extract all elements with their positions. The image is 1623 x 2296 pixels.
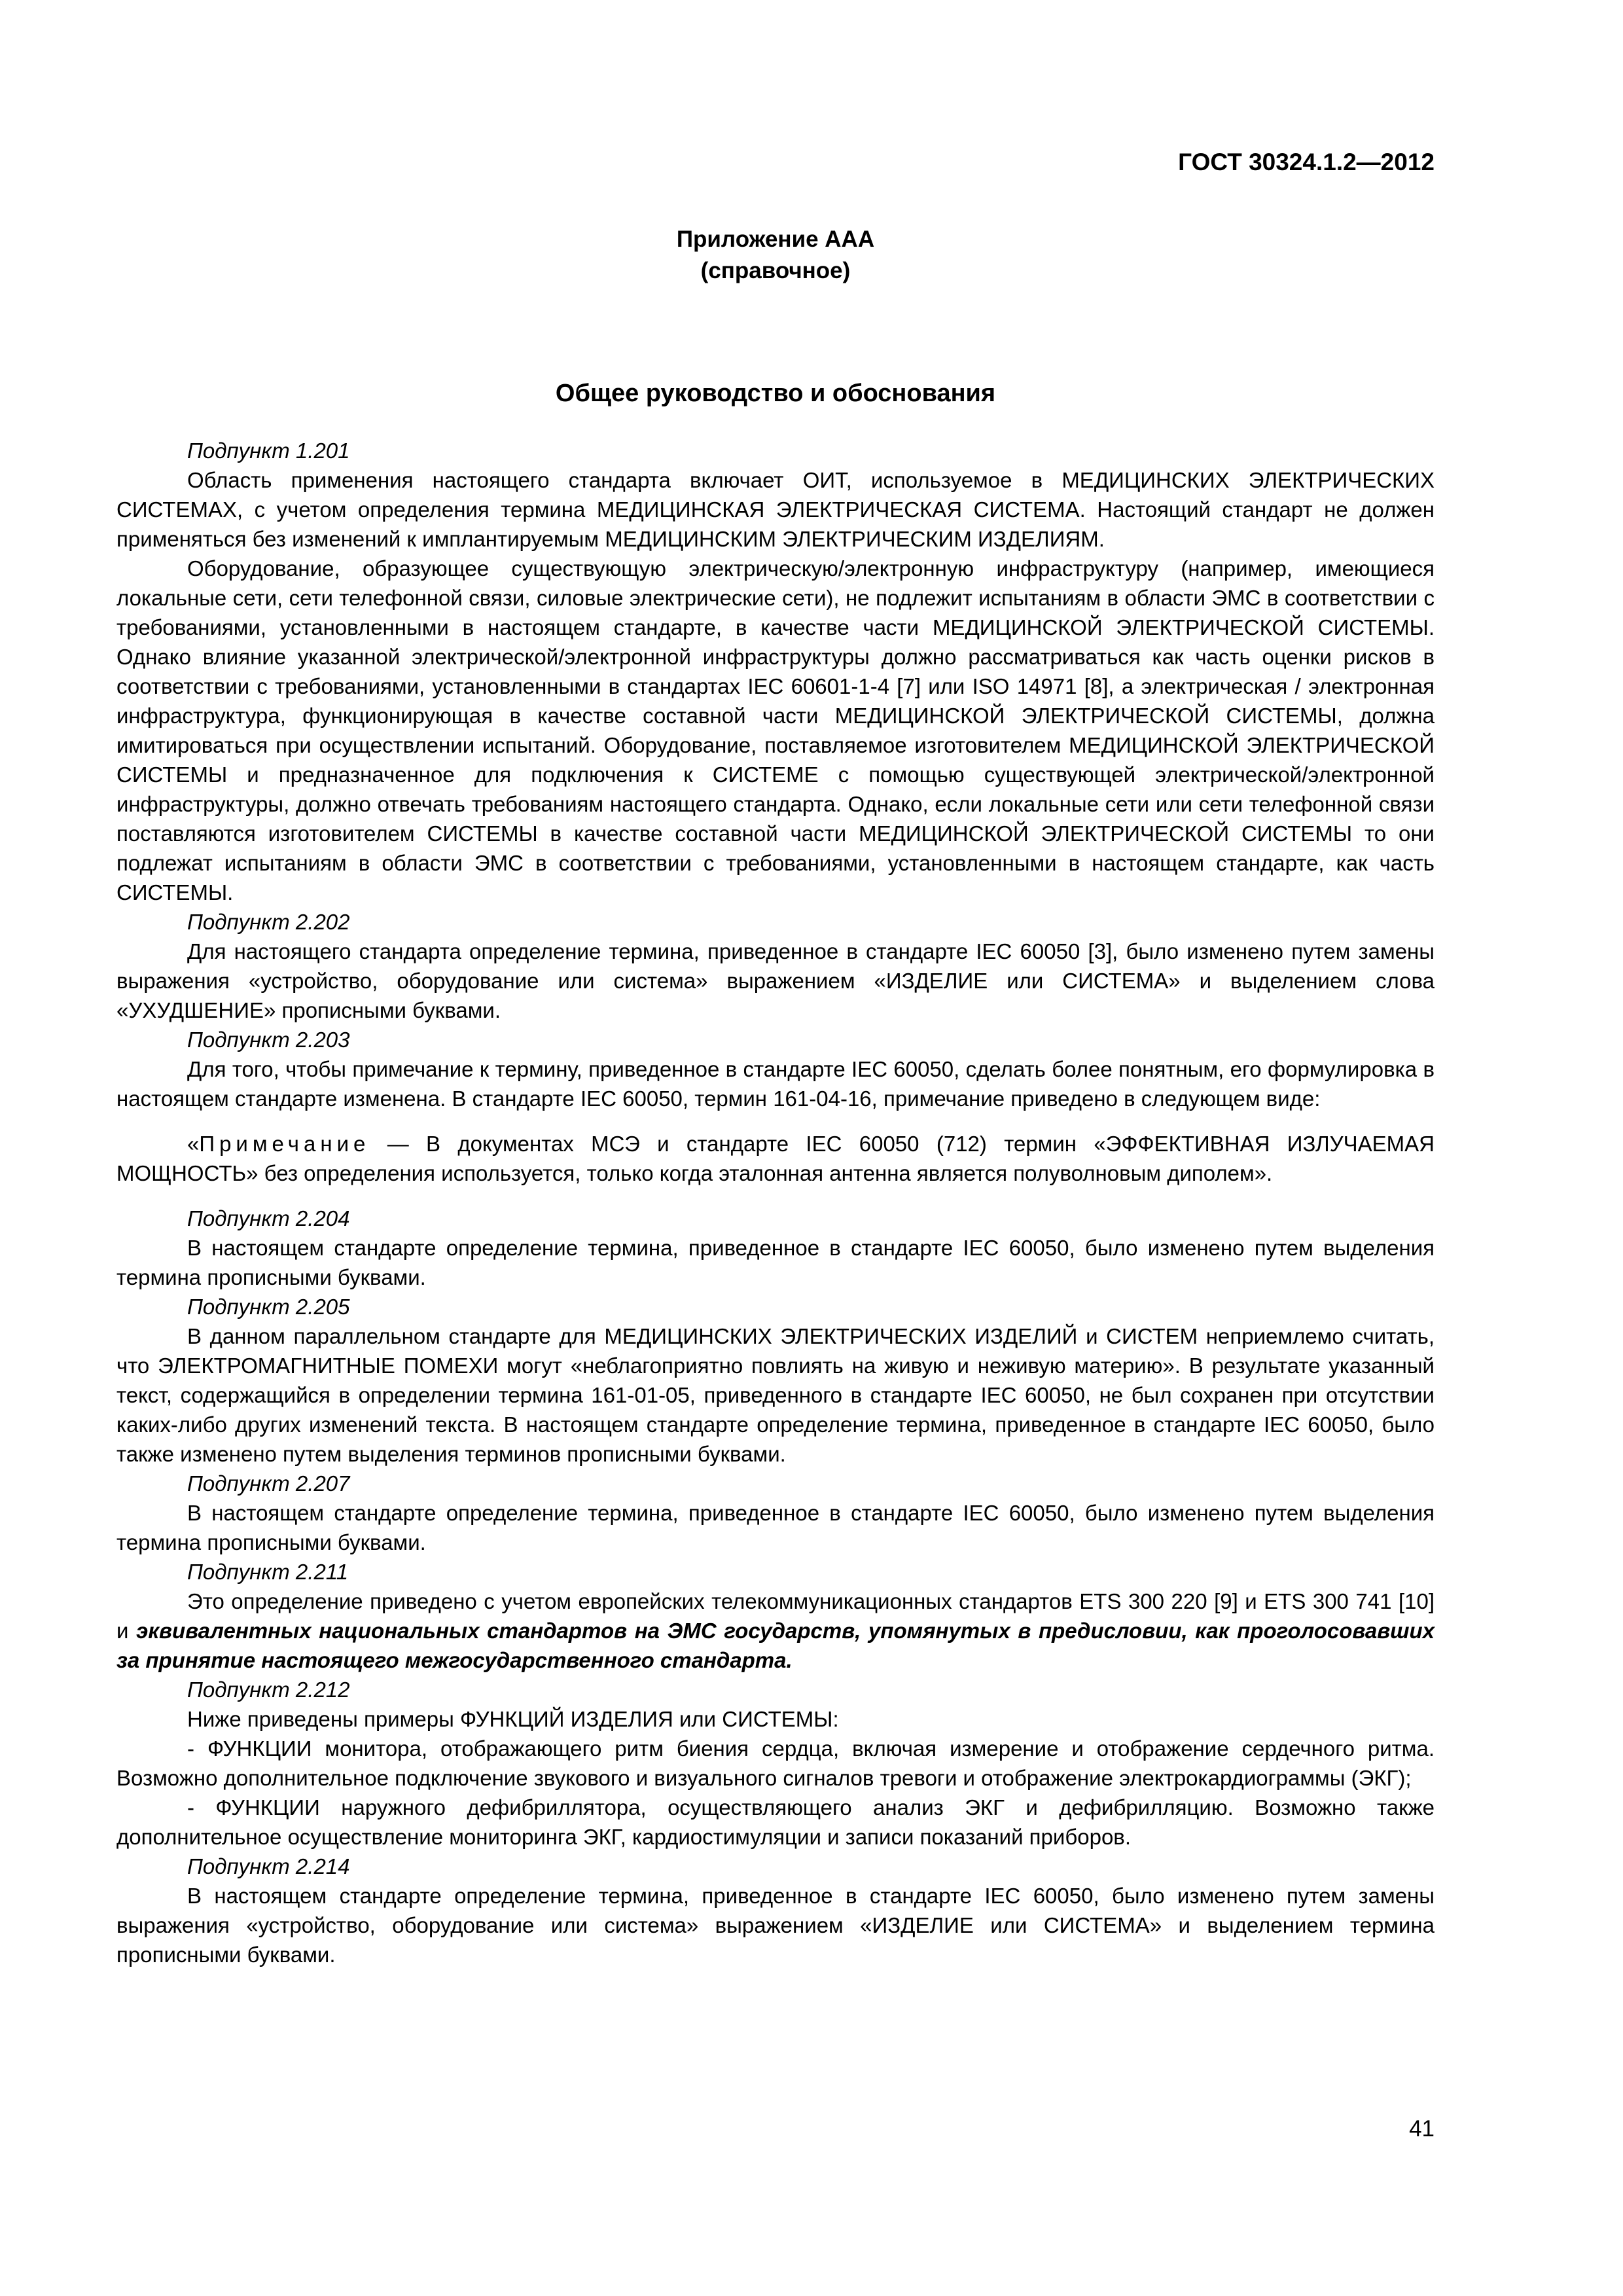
document-page bbox=[116, 0, 1435, 2296]
list-item: - ФУНКЦИИ наружного дефибриллятора, осуществляющего анализ ЭКГ и дефибрилляцию. Возможно также дополнительное осуществление мониторинга ЭКГ, кардиостимуляции и записи показаний приборов. bbox=[116, 1795, 1435, 1849]
note-paragraph bbox=[116, 1129, 1435, 1188]
paragraph: В настоящем стандарте определение термина, приведенное в стандарте IEC 60050, было изменено путем выделения термина прописными буквами. bbox=[116, 1501, 1435, 1554]
paragraph: В данном параллельном стандарте для МЕДИЦИНСКИХ ЭЛЕКТРИЧЕСКИХ ИЗДЕЛИЙ и СИСТЕМ неприемлемо считать, что ЭЛЕКТРОМАГНИТНЫЕ ПОМЕХИ могут «неблагоприятно повлиять на живую и неживую материю». В результате указанный текст, содержащийся в определении термина 161-01-05, приведенного в стандарте IEC 60050, не был сохранен при отсутствии каких-либо других изменений текста. В настоящем стандарте определение термина, приведенное в стандарте IEC 60050, было также изменено путем выделения терминов прописными буквами. bbox=[116, 1324, 1435, 1466]
subclause-label: Подпункт 1.201 bbox=[187, 439, 350, 463]
subclause-label: Подпункт 2.207 bbox=[187, 1471, 350, 1496]
paragraph: Для того, чтобы примечание к термину, приведенное в стандарте IEC 60050, сделать более понятным, его формулировка в настоящем стандарте изменена. В стандарте IEC 60050, термин 161-04-16, примечание приведено в следующем виде: bbox=[116, 1057, 1435, 1111]
paragraph: Ниже приведены примеры ФУНКЦИЙ ИЗДЕЛИЯ или СИСТЕМЫ: bbox=[187, 1707, 839, 1731]
standard-code: ГОСТ 30324.1.2—2012 bbox=[1178, 149, 1435, 175]
appendix-type: (справочное) bbox=[700, 258, 851, 283]
page-number: 41 bbox=[1409, 2116, 1435, 2142]
paragraph: Для настоящего стандарта определение термина, приведенное в стандарте IEC 60050 [3], было изменено путем замены выражения «устройство, оборудование или система» выражением «ИЗДЕЛИЕ или СИСТЕМА» и выделением слова «УХУДШЕНИЕ» прописными буквами. bbox=[116, 939, 1435, 1022]
appendix-title: Приложение ААА bbox=[676, 226, 875, 252]
paragraph bbox=[116, 1587, 1435, 1675]
note-text: — В документах МСЭ и стандарте IEC 60050 (712) термин «ЭФФЕКТИВНАЯ ИЗЛУЧАЕМАЯ МОЩНОСТЬ» без определения используется, только когда эталонная антенна является полуволновым диполем». bbox=[116, 1132, 1435, 1185]
list-item: - ФУНКЦИИ монитора, отображающего ритм биения сердца, включая измерение и отображение сердечного ритма. Возможно дополнительное подключение звукового и визуального сигналов тревоги и отображение электрокардиограммы (ЭКГ); bbox=[116, 1736, 1435, 1790]
paragraph: В настоящем стандарте определение термина, приведенное в стандарте IEC 60050, было изменено путем выделения термина прописными буквами. bbox=[116, 1236, 1435, 1289]
subclause-label: Подпункт 2.205 bbox=[187, 1295, 350, 1319]
paragraph-text: Это определение приведено с учетом европейских телекоммуникационных стандартов ETS 300 220 [9] и ETS 300 741 [10] и bbox=[116, 1589, 1435, 1643]
subclause-label: Подпункт 2.214 bbox=[187, 1854, 350, 1878]
section-title: Общее руководство и обоснования bbox=[555, 380, 996, 407]
note-label: Примечание bbox=[199, 1132, 370, 1156]
subclause-label: Подпункт 2.203 bbox=[187, 1028, 350, 1052]
note-quote: « bbox=[187, 1132, 200, 1156]
paragraph: Область применения настоящего стандарта включает ОИТ, используемое в МЕДИЦИНСКИХ ЭЛЕКТРИЧЕСКИХ СИСТЕМАХ, с учетом определения термина МЕДИЦИНСКАЯ ЭЛЕКТРИЧЕСКАЯ СИСТЕМА. Настоящий стандарт не должен применяться без изменений к имплантируемым МЕДИЦИНСКИМ ЭЛЕКТРИЧЕСКИМ ИЗДЕЛИЯМ. bbox=[116, 468, 1435, 551]
subclause-label: Подпункт 2.204 bbox=[187, 1206, 350, 1230]
emphasized-text: эквивалентных национальных стандартов на ЭМС государств, упомянутых в предисловии, как проголосовавших за принятие настоящего межгосударственного стандарта. bbox=[116, 1619, 1435, 1672]
paragraph: Оборудование, образующее существующую электрическую/электронную инфраструктуру (например, имеющиеся локальные сети, сети телефонной связи, силовые электрические сети), не подлежит испытаниям в области ЭМС в соответствии с требованиями, установленными в настоящем стандарте, в качестве части МЕДИЦИНСКОЙ ЭЛЕКТРИЧЕСКОЙ СИСТЕМЫ. Однако влияние указанной электрической/электронной инфраструктуры должно рассматриваться как часть оценки рисков в соответствии с требованиями, установленными в стандартах IEC 60601-1-4 [7] или ISO 14971 [8], а электрическая / электронная инфраструктура, функционирующая в качестве составной части МЕДИЦИНСКОЙ ЭЛЕКТРИЧЕСКОЙ СИСТЕМЫ, должна имитироваться при осуществлении испытаний. Оборудование, поставляемое изготовителем МЕДИЦИНСКОЙ ЭЛЕКТРИЧЕСКОЙ СИСТЕМЫ и предназначенное для подключения к СИСТЕМЕ с помощью существующей электрической/электронной инфраструктуры, должно отвечать требованиям настоящего стандарта. Однако, если локальные сети или сети телефонной связи поставляются изготовителем СИСТЕМЫ в качестве составной части МЕДИЦИНСКОЙ ЭЛЕКТРИЧЕСКОЙ СИСТЕМЫ то они подлежат испытаниям в области ЭМС в соответствии с требованиями, установленными в настоящем стандарте, как часть СИСТЕМЫ. bbox=[116, 556, 1435, 905]
subclause-label: Подпункт 2.211 bbox=[187, 1560, 349, 1584]
document-body bbox=[116, 436, 1435, 1969]
subclause-label: Подпункт 2.202 bbox=[187, 910, 350, 934]
subclause-label: Подпункт 2.212 bbox=[187, 1677, 350, 1702]
paragraph: В настоящем стандарте определение термина, приведенное в стандарте IEC 60050, было изменено путем замены выражения «устройство, оборудование или система» выражением «ИЗДЕЛИЕ или СИСТЕМА» и выделением термина прописными буквами. bbox=[116, 1884, 1435, 1967]
appendix-heading bbox=[116, 224, 1435, 287]
